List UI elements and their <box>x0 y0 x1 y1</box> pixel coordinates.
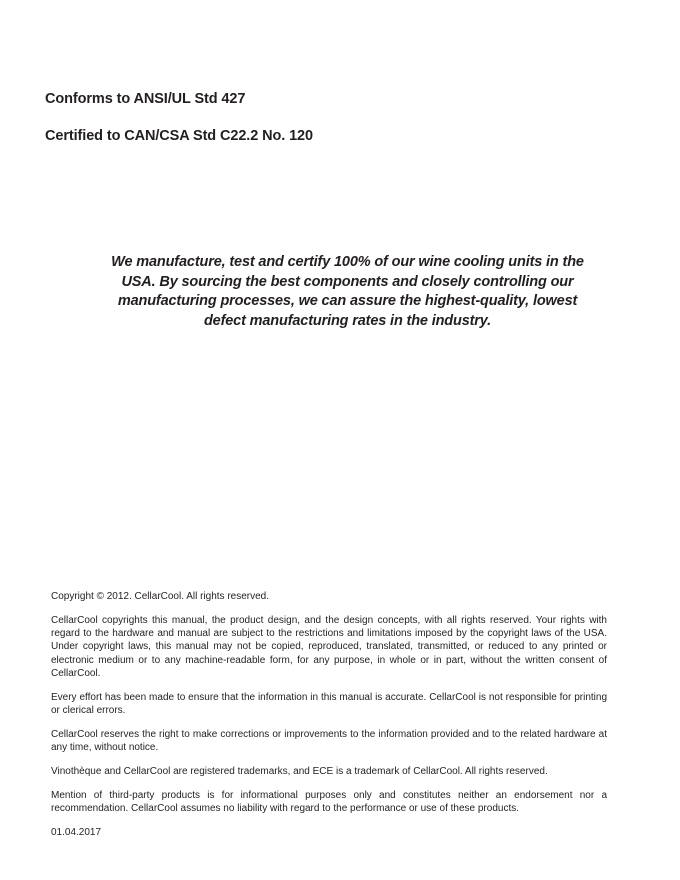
accuracy-notice: Every effort has been made to ensure that the information in this manual is accurate. CellarCool is not responsible for printing or clerical errors. <box>51 691 607 717</box>
certification-ansi-ul: Conforms to ANSI/UL Std 427 <box>45 91 246 107</box>
copyright-line: Copyright © 2012. CellarCool. All rights reserved. <box>51 591 270 602</box>
legal-notices <box>51 590 607 839</box>
third-party-notice: Mention of third-party products is for informational purposes only and constitutes neither an endorsement nor a recommendation. CellarCool assumes no liability with regard to the performance or use of these products. <box>51 789 607 815</box>
corrections-notice: CellarCool reserves the right to make corrections or improvements to the information provided and to the related hardware at any time, without notice. <box>51 728 607 754</box>
trademarks-notice: Vinothèque and CellarCool are registered trademarks, and ECE is a trademark of CellarCool. All rights reserved. <box>51 765 548 777</box>
manufacturing-statement: We manufacture, test and certify 100% of our wine cooling units in the USA. By sourcing the best components and closely controlling our manufacturing processes, we can assure the highest-quality, lowest defect manufacturing rates in the industry. <box>111 254 584 329</box>
copyright-notice: CellarCool copyrights this manual, the product design, and the design concepts, with all rights reserved. Your rights with regard to the hardware and manual are subject to the restrictions and limitations imposed by the copyright laws of the USA. Under copyright laws, this manual may not be copied, reproduced, translated, transmitted, or reduced to any printed or electronic medium or to any machine-readable form, for any purpose, in whole or in part, without the written consent of CellarCool. <box>51 614 607 679</box>
document-date: 01.04.2017 <box>51 826 102 838</box>
certification-can-csa: Certified to CAN/CSA Std C22.2 No. 120 <box>45 128 313 144</box>
